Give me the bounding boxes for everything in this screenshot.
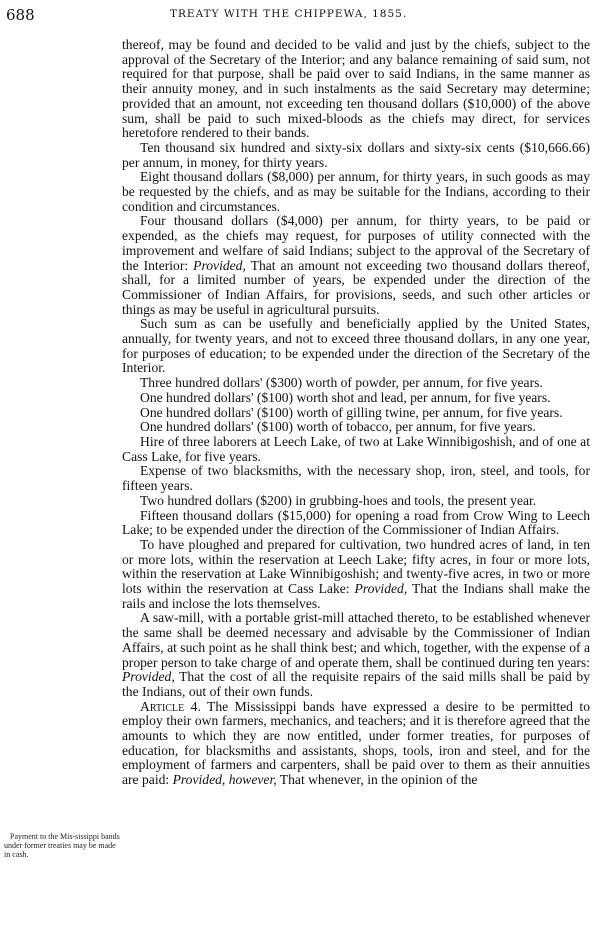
- treaty-paragraph: [122, 391, 590, 406]
- paragraph-text: Fifteen thousand dollars ($15,000) for opening a road from Crow Wing to Leech Lake; to be expended under the direction of the Commissioner of Indian Affairs.: [122, 507, 590, 538]
- treaty-paragraph: [122, 494, 590, 509]
- treaty-paragraph: [122, 376, 590, 391]
- treaty-paragraph: [122, 538, 590, 612]
- proviso-italic: Provided,: [193, 257, 246, 273]
- paragraph-text: Two hundred dollars ($200) in grubbing-hoes and tools, the present year.: [140, 492, 537, 508]
- paragraph-text: The Mississippi bands have expressed a desire to be permitted to employ their own farmers, mechanics, and teachers; and it is therefore agreed that the amounts to which they are now entitled, under former treaties, for purposes of education, for blacksmiths and assistants, shops, tools, iron and steel, and for the employment of farmers and carpenters, shall be paid over to them as their annuities are paid:: [122, 698, 590, 788]
- paragraph-text: To have ploughed and prepared for cultivation, two hundred acres of land, in ten or more lots, within the reservation at Leech Lake; fifty acres, in four or more lots, within the reservation at Lake Winnibigoshish; and twenty-five acres, in two or more lots within the reservation at Cass Lake:: [122, 536, 590, 597]
- paragraph-text: thereof, may be found and decided to be valid and just by the chiefs, subject to the approval of the Secretary of the Interior; and any balance remaining of said sum, not required for that purpose, shall be paid over to said Indians, in the same manner as their annuity money, and in such instalments as the said Secretary may determine; provided that an amount, not exceeding ten thousand dollars ($10,000) of the above sum, shall be paid to such mixed-bloods as the chiefs may direct, for services heretofore rendered to their bands.: [122, 37, 590, 141]
- page-number: 688: [6, 6, 35, 24]
- treaty-paragraph: [122, 509, 590, 538]
- treaty-paragraph: [122, 435, 590, 464]
- paragraph-text: That the Indians shall make the rails and inclose the lots themselves.: [122, 581, 590, 611]
- treaty-paragraph: [122, 141, 590, 170]
- paragraph-text: One hundred dollars' ($100) worth of gilling twine, per annum, for five years.: [140, 404, 563, 420]
- paragraph-text: One hundred dollars' ($100) worth shot and lead, per annum, for five years.: [140, 389, 551, 405]
- treaty-body-text: [122, 38, 590, 788]
- paragraph-text: Ten thousand six hundred and sixty-six dollars and sixty-six cents ($10,666.66) per annum, in money, for thirty years.: [122, 139, 590, 170]
- paragraph-text: Such sum as can be usefully and beneficially applied by the United States, annually, for twenty years, and not to exceed three thousand dollars, in any one year, for purposes of education; to be expended under the direction of the Secretary of the Interior.: [122, 316, 590, 376]
- proviso-italic: Provided,: [354, 581, 408, 597]
- paragraph-text: Eight thousand dollars ($8,000) per annum, for thirty years, in such goods as may be requested by the chiefs, and as may be suitable for the Indians, according to their condition and circumstances.: [122, 169, 590, 214]
- paragraph-text: Expense of two blacksmiths, with the necessary shop, iron, steel, and tools, for fifteen years.: [122, 463, 590, 494]
- treaty-paragraph: [122, 214, 590, 317]
- treaty-paragraph: [122, 406, 590, 421]
- article-heading: Article 4.: [140, 698, 201, 714]
- paragraph-text: Four thousand dollars ($4,000) per annum, for thirty years, to be paid or expended, as the chiefs may request, for purposes of utility connected with the improvement and welfare of said Indians; subject to the approval of the Secretary of the Interior:: [122, 213, 590, 273]
- treaty-paragraph: [122, 317, 590, 376]
- paragraph-text: That an amount not exceeding two thousand dollars thereof, shall, for a limited number of years, be expended under the direction of the Commissioner of Indian Affairs, for provisions, seeds, and such other articles or things as may be useful in agricultural pursuits.: [122, 257, 590, 317]
- paragraph-text: One hundred dollars' ($100) worth of tobacco, per annum, for five years.: [140, 419, 536, 435]
- running-head: TREATY WITH THE CHIPPEWA, 1855.: [170, 8, 408, 20]
- treaty-paragraph: [122, 170, 590, 214]
- margin-note: Payment to the Mis-sissippi bands under former treaties may be made in cash.: [4, 832, 120, 859]
- treaty-paragraph: [122, 611, 590, 699]
- proviso-italic: Provided,: [122, 669, 175, 685]
- paragraph-text: A saw-mill, with a portable grist-mill attached thereto, to be established whenever the same shall be deemed necessary and advisable by the Commissioner of Indian Affairs, at such point as he shall think best; and which, together, with the expense of a proper person to take charge of and operate them, shall be continued during ten years:: [122, 610, 590, 670]
- treaty-paragraph: [122, 464, 590, 493]
- paragraph-text: Three hundred dollars' ($300) worth of powder, per annum, for five years.: [140, 375, 543, 391]
- treaty-paragraph: [122, 38, 590, 141]
- paragraph-text: That whenever, in the opinion of the: [276, 772, 478, 788]
- paragraph-text: Hire of three laborers at Leech Lake, of two at Lake Winnibigoshish, and of one at Cass Lake, for five years.: [122, 433, 590, 464]
- paragraph-text: That the cost of all the requisite repairs of the said mills shall be paid by the Indians, out of their own funds.: [122, 669, 590, 699]
- proviso-italic: Provided, however,: [172, 772, 277, 788]
- treaty-paragraph: [122, 420, 590, 435]
- treaty-paragraph: [122, 700, 590, 788]
